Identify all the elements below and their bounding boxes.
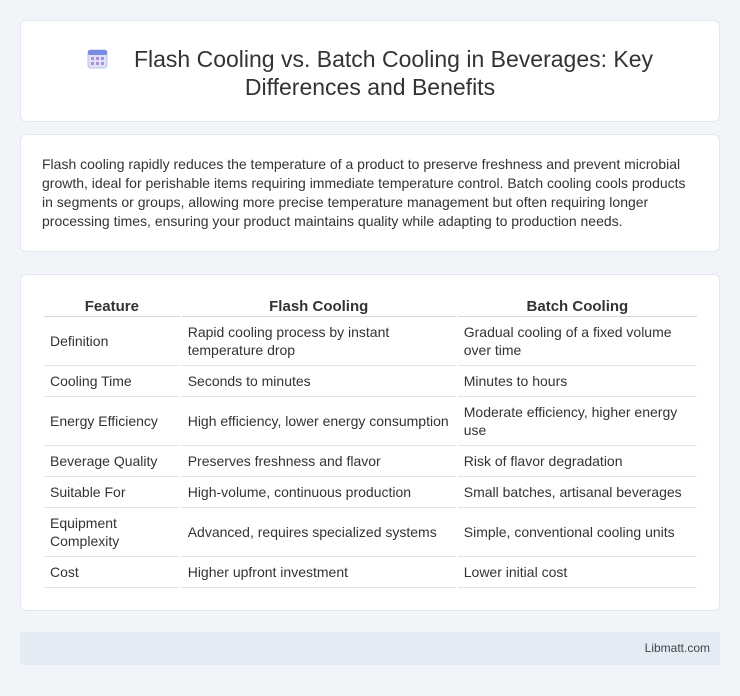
intro-paragraph: Flash cooling rapidly reduces the temperature of a product to preserve freshness and prevent microbial growth, ideal for perishable items requiring immediate temperature control. Batch cooling cools products in segments or groups, allowing more precise temperature management but often requiring longer processing times, ensuring your product maintains quality while adapting to production needs. (42, 156, 686, 229)
title-card (20, 20, 720, 122)
table-row (44, 397, 697, 446)
header-flash-cooling: Flash Cooling (182, 295, 456, 317)
flash-cell: High-volume, continuous production (182, 477, 456, 508)
feature-cell: Definition (44, 317, 180, 366)
footer-brand-link[interactable]: Libmatt.com (644, 641, 710, 655)
comparison-table (42, 295, 699, 588)
feature-cell: Cost (44, 557, 180, 588)
flash-cell: Advanced, requires specialized systems (182, 508, 456, 557)
flash-cell: Seconds to minutes (182, 366, 456, 397)
batch-cell: Moderate efficiency, higher energy use (458, 397, 697, 446)
feature-cell: Energy Efficiency (44, 397, 180, 446)
batch-cell: Simple, conventional cooling units (458, 508, 697, 557)
flash-cell: Higher upfront investment (182, 557, 456, 588)
batch-cell: Small batches, artisanal beverages (458, 477, 697, 508)
page-title (21, 45, 719, 101)
flash-cell: High efficiency, lower energy consumption (182, 397, 456, 446)
feature-cell: Beverage Quality (44, 446, 180, 477)
header-batch-cooling: Batch Cooling (458, 295, 697, 317)
header-feature: Feature (44, 295, 180, 317)
table-row (44, 317, 697, 366)
feature-cell: Equipment Complexity (44, 508, 180, 557)
title-line-2: Differences and Benefits (244, 74, 496, 100)
intro-card (20, 134, 720, 252)
comparison-card (20, 274, 720, 611)
batch-cell: Minutes to hours (458, 366, 697, 397)
calendar-icon (87, 47, 108, 68)
batch-cell: Gradual cooling of a fixed volume over time (458, 317, 697, 366)
table-row (44, 477, 697, 508)
table-row (44, 446, 697, 477)
table-row (44, 557, 697, 588)
table-row (44, 366, 697, 397)
feature-cell: Cooling Time (44, 366, 180, 397)
table-header-row (44, 295, 697, 317)
feature-cell: Suitable For (44, 477, 180, 508)
flash-cell: Preserves freshness and flavor (182, 446, 456, 477)
table-row (44, 508, 697, 557)
flash-cell: Rapid cooling process by instant temperature drop (182, 317, 456, 366)
batch-cell: Lower initial cost (458, 557, 697, 588)
footer-bar (20, 632, 720, 665)
title-line-1: Flash Cooling vs. Batch Cooling in Beverages: Key (133, 46, 654, 72)
batch-cell: Risk of flavor degradation (458, 446, 697, 477)
